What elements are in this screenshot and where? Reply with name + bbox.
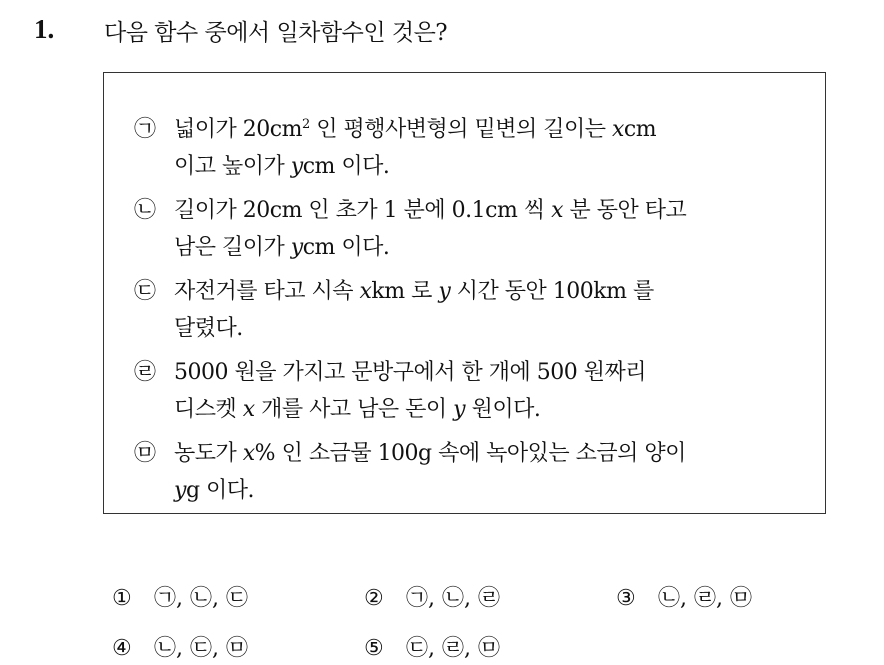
statement-marker: ㉣ <box>134 360 156 385</box>
choice-number: ① <box>112 586 132 611</box>
choice-text: ㉢, ㉣, ㉤ <box>406 636 500 661</box>
statement-marker: ㉠ <box>134 117 156 142</box>
choice-text: ㉠, ㉡, ㉢ <box>154 586 248 611</box>
statement-4 <box>134 354 794 428</box>
question-number: 1. <box>34 14 55 44</box>
statement-2 <box>134 192 794 266</box>
question-stem: 다음 함수 중에서 일차함수인 것은? <box>104 20 448 46</box>
answer-choice-3[interactable] <box>616 581 752 612</box>
statement-marker: ㉢ <box>134 279 156 304</box>
choice-number: ③ <box>616 586 636 611</box>
statement-line: 자전거를 타고 시속 xkm 로 y 시간 동안 100km 를 <box>174 279 654 304</box>
variable-x: x <box>551 198 563 223</box>
variable-y: y <box>290 235 303 260</box>
choice-number: ② <box>364 586 384 611</box>
statement-line: 농도가 x% 인 소금물 100g 속에 녹아있는 소금의 양이 <box>174 441 686 466</box>
variable-y: y <box>453 397 466 422</box>
statement-marker: ㉤ <box>134 441 156 466</box>
statement-line: 5000 원을 가지고 문방구에서 한 개에 500 원짜리 <box>174 360 646 385</box>
variable-y: y <box>174 478 186 503</box>
statement-line: 넓이가 $20cm^2$ 인 평행사변형의 밑변의 길이는 xcm <box>174 117 657 142</box>
statement-line: 남은 길이가 ycm 이다. <box>174 235 390 260</box>
statement-5 <box>134 435 794 509</box>
variable-x: x <box>242 441 255 466</box>
variable-y: y <box>290 154 303 179</box>
variable-x: x <box>359 279 372 304</box>
superscript-2: 2 <box>301 117 310 132</box>
statement-marker: ㉡ <box>134 198 156 223</box>
variable-x: x <box>242 397 255 422</box>
statement-1 <box>134 111 794 185</box>
choice-text: ㉡, ㉣, ㉤ <box>658 586 752 611</box>
answer-choice-1[interactable] <box>112 581 248 612</box>
answer-choice-2[interactable] <box>364 581 500 612</box>
choice-text: ㉡, ㉢, ㉤ <box>154 636 248 661</box>
variable-x: x <box>611 117 624 142</box>
statement-box <box>103 72 826 514</box>
answer-choice-5[interactable] <box>364 631 500 662</box>
statement-3 <box>134 273 794 347</box>
statement-line: 이고 높이가 ycm 이다. <box>174 154 390 179</box>
choice-number: ⑤ <box>364 636 384 661</box>
statement-line: 길이가 20cm 인 초가 1 분에 0.1cm 씩 x 분 동안 타고 <box>174 198 687 223</box>
choice-text: ㉠, ㉡, ㉣ <box>406 586 500 611</box>
statement-line: 디스켓 x 개를 사고 남은 돈이 y 원이다. <box>174 397 541 422</box>
statement-line: 달렸다. <box>174 316 243 341</box>
variable-y: y <box>438 279 451 304</box>
choice-number: ④ <box>112 636 132 661</box>
statement-line: yg 이다. <box>174 478 255 503</box>
answer-choice-4[interactable] <box>112 631 248 662</box>
